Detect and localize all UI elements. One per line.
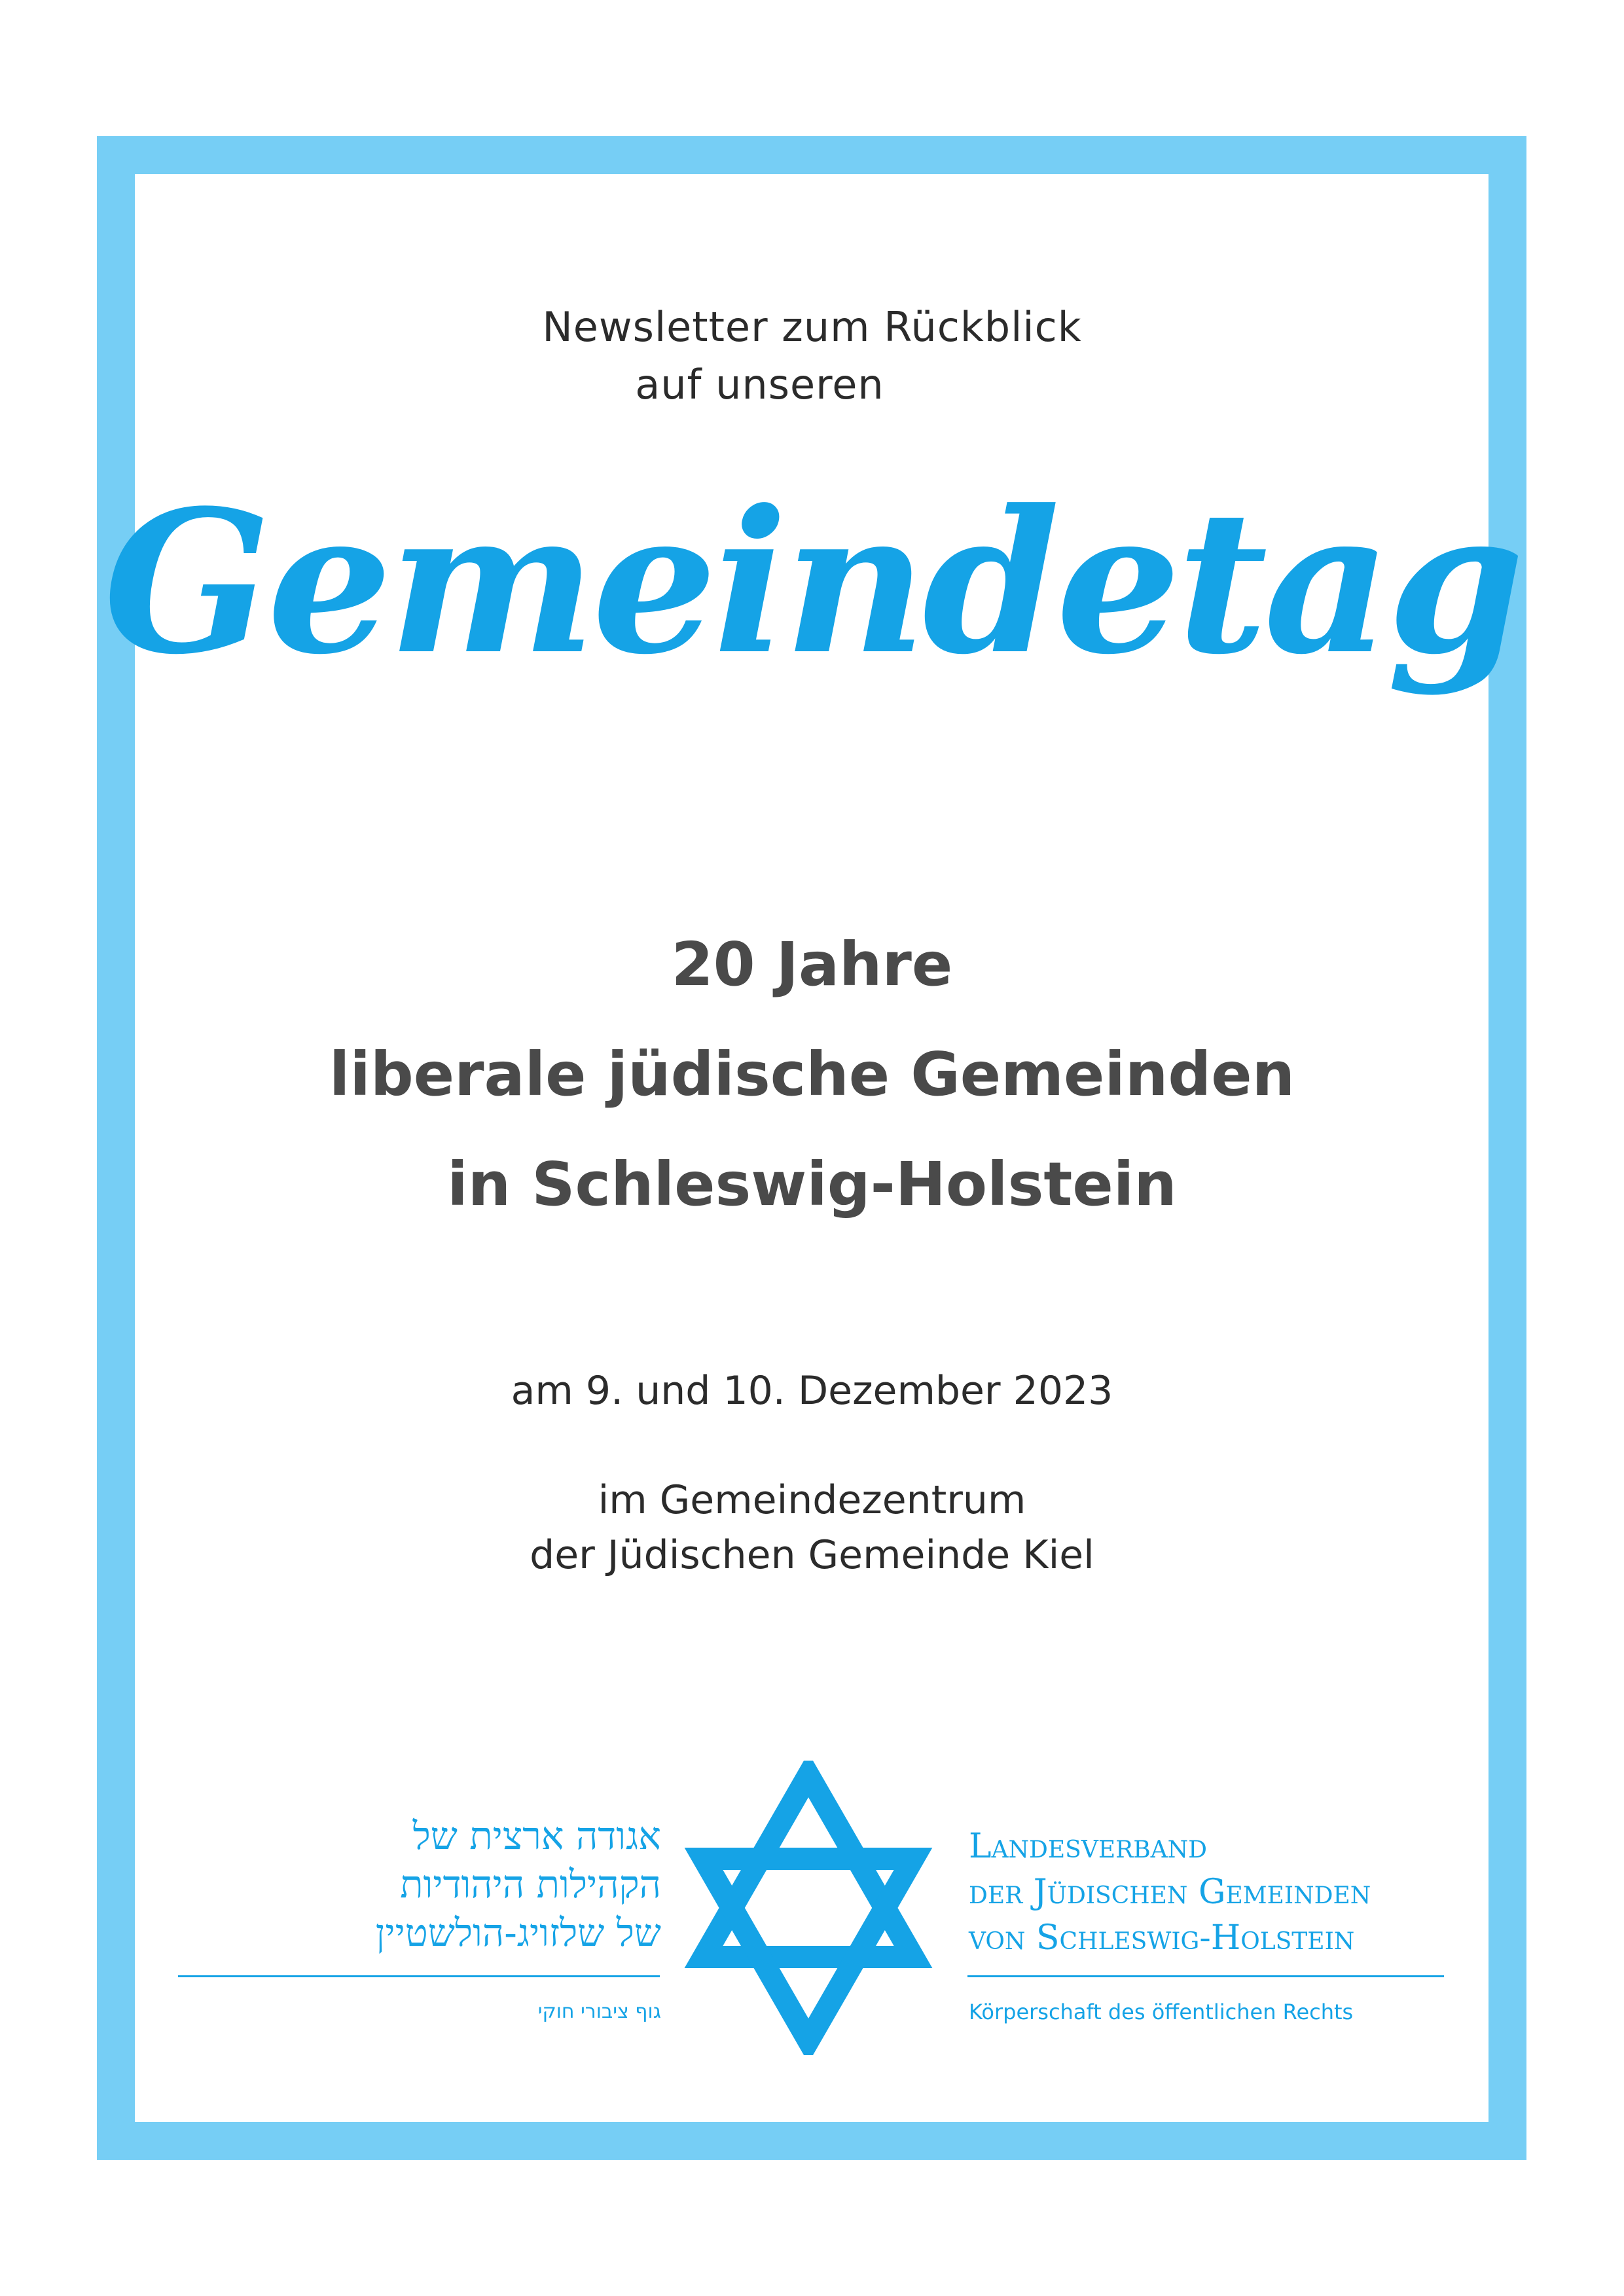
- headline: [0, 910, 1624, 1240]
- venue-line-1: im Gemeindezentrum: [598, 1477, 1026, 1523]
- intro-line-1: Newsletter zum Rückblick: [542, 303, 1082, 351]
- logo-hebrew-divider: [178, 1975, 660, 1977]
- logo-hebrew-line-1: אגודה ארצית של: [412, 1814, 661, 1858]
- event-date: am 9. und 10. Dezember 2023: [511, 1368, 1113, 1414]
- logo-german-line-2: der Jüdischen Gemeinden: [969, 1873, 1371, 1912]
- logo-german-divider: [967, 1975, 1444, 1977]
- logo-german-line-1: Landesverband: [969, 1827, 1208, 1866]
- logo-hebrew-name: [177, 1812, 661, 1957]
- star-of-david-icon: [681, 1761, 936, 2055]
- logo-german-name: [969, 1823, 1466, 1961]
- headline-line-2: liberale jüdische Gemeinden: [329, 1039, 1295, 1109]
- logo-german-line-3: von Schleswig-Holstein: [969, 1918, 1355, 1958]
- venue-line-2: der Jüdischen Gemeinde Kiel: [530, 1532, 1094, 1578]
- page-title: Gemeindetag: [103, 467, 1521, 698]
- intro-line-2: auf unseren: [635, 361, 884, 408]
- event-venue: [0, 1473, 1624, 1583]
- headline-line-3: in Schleswig-Holstein: [447, 1149, 1177, 1219]
- intro-text: [0, 298, 1624, 414]
- logo-hebrew-subtitle: גוף ציבורי חוקי: [537, 2000, 661, 2023]
- logo-german-subtitle: Körperschaft des öffentlichen Rechts: [969, 2000, 1354, 2024]
- logo-hebrew-line-3: של שלזויג-הולשטיין: [375, 1910, 661, 1955]
- logo-hebrew-line-2: הקהילות היהודיות: [400, 1862, 661, 1907]
- headline-line-1: 20 Jahre: [671, 929, 953, 999]
